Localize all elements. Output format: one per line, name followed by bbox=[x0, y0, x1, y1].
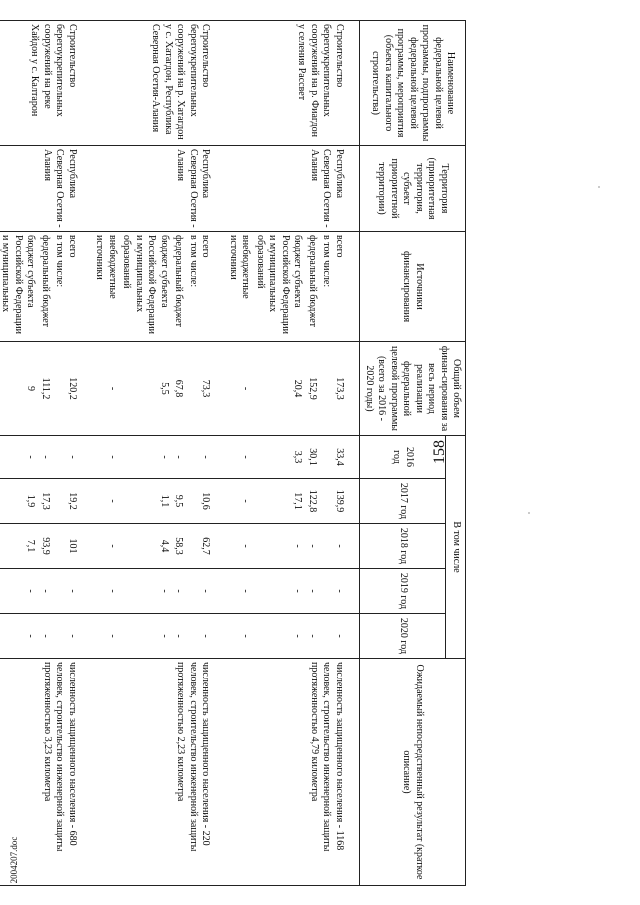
year-value bbox=[38, 524, 53, 569]
scan-speck bbox=[598, 186, 600, 188]
territory bbox=[226, 146, 360, 232]
funding-source bbox=[253, 232, 305, 342]
year-value-text: 58,3 bbox=[173, 537, 185, 555]
funding-source-line: внебюджетные bbox=[107, 235, 118, 299]
expected-result-text: численность защищенного населения - 1168 человек, строительство инженерной защиты протяженностью 4,79 километра bbox=[309, 662, 345, 852]
table-row bbox=[52, 21, 92, 886]
funding-source-line: всего bbox=[200, 235, 212, 258]
funding-source-line: в том числе: bbox=[188, 235, 199, 288]
year-value bbox=[52, 614, 92, 659]
year-value bbox=[92, 569, 119, 614]
total-value bbox=[319, 342, 360, 436]
funding-source bbox=[305, 232, 320, 342]
year-value-text: 1,9 bbox=[25, 494, 37, 508]
year-value-text: 62,7 bbox=[200, 537, 212, 555]
funding-source-line: в том числе: bbox=[321, 235, 333, 288]
funding-source bbox=[171, 232, 186, 342]
year-value-text: - bbox=[292, 544, 304, 548]
year-value bbox=[186, 614, 226, 659]
funding-source-line: федеральный бюджет bbox=[307, 235, 318, 328]
year-value bbox=[92, 614, 119, 659]
year-value-text: 4,4 bbox=[159, 539, 170, 553]
table-row bbox=[319, 21, 360, 886]
total-value-text: 20,4 bbox=[292, 379, 304, 398]
year-value-text: 139,9 bbox=[334, 489, 345, 513]
year-value-text: - bbox=[40, 589, 51, 593]
year-value-text: - bbox=[240, 455, 252, 459]
year-value-text: - bbox=[173, 455, 185, 459]
year-value-text: - bbox=[334, 589, 345, 593]
year-value bbox=[226, 436, 253, 479]
year-value-text: 7,1 bbox=[25, 539, 37, 553]
year-value bbox=[92, 479, 119, 524]
total-value-text: - bbox=[107, 386, 118, 391]
year-value bbox=[171, 524, 186, 569]
funding-source bbox=[319, 232, 360, 342]
year-value bbox=[253, 524, 305, 569]
year-value bbox=[253, 614, 305, 659]
funding-source-line: источники bbox=[94, 235, 106, 280]
year-value bbox=[0, 524, 38, 569]
year-value bbox=[186, 524, 226, 569]
year-value-text: - bbox=[67, 455, 78, 459]
year-value-text: - bbox=[292, 634, 304, 638]
document-filename: 2004207.doc bbox=[9, 836, 19, 884]
total-value bbox=[92, 342, 119, 436]
year-value-text: - bbox=[25, 455, 37, 459]
table-header bbox=[360, 21, 466, 886]
year-value-text: - bbox=[292, 589, 304, 593]
year-value bbox=[38, 436, 53, 479]
year-value bbox=[319, 479, 360, 524]
funding-source-line: всего bbox=[334, 235, 345, 258]
year-value-text: - bbox=[107, 589, 118, 593]
funding-source-line: источники bbox=[228, 235, 239, 280]
expected-result bbox=[0, 659, 92, 886]
program-table bbox=[0, 20, 466, 886]
measure-name bbox=[226, 21, 360, 146]
header-incl: В том числе bbox=[446, 436, 466, 659]
total-value-text: 9 bbox=[25, 386, 37, 391]
total-value bbox=[186, 342, 226, 436]
year-value bbox=[305, 569, 320, 614]
territory bbox=[92, 146, 226, 232]
funding-source-line: образований bbox=[255, 235, 266, 289]
total-value-text: 173,3 bbox=[334, 377, 345, 400]
total-value bbox=[0, 342, 38, 436]
funding-source-line: бюджет субъекта bbox=[292, 235, 304, 308]
funding-source bbox=[52, 232, 92, 342]
year-value-text: 3,3 bbox=[292, 450, 304, 464]
header-territory: Территория (приоритетная территория, субъект приоритетной территории) bbox=[360, 146, 466, 232]
funding-source-line: образований bbox=[121, 235, 133, 289]
funding-source-line: всего bbox=[67, 235, 78, 258]
year-value bbox=[52, 524, 92, 569]
header-year: 2016 год bbox=[360, 436, 446, 479]
year-value bbox=[171, 569, 186, 614]
year-value bbox=[0, 479, 38, 524]
year-value bbox=[119, 569, 171, 614]
year-value bbox=[186, 569, 226, 614]
funding-source bbox=[226, 232, 253, 342]
year-value-text: 19,2 bbox=[67, 492, 78, 510]
year-value bbox=[119, 436, 171, 479]
header-result: Ожидаемый непосредственный результат (краткое описание) bbox=[360, 659, 466, 886]
year-value bbox=[171, 436, 186, 479]
header-sources: Источники финансирования bbox=[360, 232, 466, 342]
funding-source-line: и муниципальных bbox=[267, 235, 279, 313]
total-value-text: 73,3 bbox=[200, 379, 212, 398]
year-value bbox=[319, 569, 360, 614]
funding-source-line: бюджет субъекта bbox=[25, 235, 37, 308]
total-value-text: 5,5 bbox=[159, 382, 170, 395]
year-value-text: 10,6 bbox=[200, 492, 212, 510]
year-value-text: - bbox=[200, 589, 212, 593]
year-value bbox=[52, 436, 92, 479]
funding-source-line: Российской Федерации bbox=[146, 235, 158, 335]
year-value-text: - bbox=[107, 455, 118, 459]
expected-result-text: численность защищенного населения - 680 человек, строительство инженерной защиты протяженностью 3,23 километра bbox=[42, 662, 78, 852]
year-value-text: - bbox=[307, 544, 318, 548]
year-value-text: - bbox=[40, 455, 51, 459]
total-value bbox=[38, 342, 53, 436]
year-value-text: - bbox=[240, 589, 252, 593]
year-value-text: - bbox=[334, 634, 345, 638]
header-year: 2017 год bbox=[360, 479, 446, 524]
year-value bbox=[253, 436, 305, 479]
total-value bbox=[226, 342, 253, 436]
year-value-text: - bbox=[107, 544, 118, 548]
measure-name bbox=[0, 21, 92, 146]
territory-text: Республика Северная Осетия - Алания bbox=[175, 149, 212, 228]
year-value-text: - bbox=[159, 455, 170, 459]
year-value bbox=[0, 614, 38, 659]
year-value-text: - bbox=[67, 589, 78, 593]
total-value-text: 152,9 bbox=[307, 377, 318, 400]
header-total: Общий объем финан-сирования за весь период реализации федеральной целевой программы (всего за 2016 - 2020 годы) bbox=[360, 342, 466, 436]
year-value-text: - bbox=[67, 634, 78, 638]
year-value-text: - bbox=[240, 634, 252, 638]
year-value-text: 17,1 bbox=[292, 492, 304, 510]
measure-name-text: Строительство берегоукрепительных сооружений на р. Фиагдон у селения Рассвет bbox=[296, 24, 345, 137]
year-value bbox=[305, 524, 320, 569]
year-value bbox=[38, 479, 53, 524]
funding-source bbox=[119, 232, 171, 342]
total-value bbox=[52, 342, 92, 436]
year-value bbox=[226, 524, 253, 569]
territory-text: Республика Северная Осетия - Алания bbox=[309, 149, 345, 228]
year-value bbox=[226, 569, 253, 614]
expected-result bbox=[92, 659, 226, 886]
year-value bbox=[92, 436, 119, 479]
year-value bbox=[52, 479, 92, 524]
year-value bbox=[119, 614, 171, 659]
year-value bbox=[305, 436, 320, 479]
year-value bbox=[38, 569, 53, 614]
year-value-text: - bbox=[240, 544, 252, 548]
year-value-text: - bbox=[200, 634, 212, 638]
measure-name-text: Строительство берегоукрепительных сооружений на р. Хатагдон у с. Хатагдон, Республика Северная Осетия-Алания bbox=[150, 24, 212, 140]
funding-source-line: федеральный бюджет bbox=[40, 235, 51, 328]
year-value bbox=[171, 614, 186, 659]
year-value-text: 93,9 bbox=[40, 537, 51, 555]
year-value-text: 17,3 bbox=[40, 492, 51, 510]
year-value bbox=[319, 614, 360, 659]
year-value-text: - bbox=[107, 499, 118, 503]
expected-result-text: численность защищенного населения - 220 человек, строительство инженерной защиты протяженностью 2,23 километра bbox=[175, 662, 212, 852]
measure-name bbox=[92, 21, 226, 146]
table-body bbox=[0, 21, 360, 886]
header-year: 2019 год bbox=[360, 569, 446, 614]
header-year: 2018 год bbox=[360, 524, 446, 569]
year-value-text: - bbox=[307, 634, 318, 638]
year-value-text: - bbox=[25, 634, 37, 638]
year-value bbox=[52, 569, 92, 614]
territory-text: Республика Северная Осетия - Алания bbox=[42, 149, 78, 228]
funding-source bbox=[186, 232, 226, 342]
funding-source bbox=[38, 232, 53, 342]
year-value-text: - bbox=[307, 589, 318, 593]
year-value bbox=[305, 614, 320, 659]
year-value-text: - bbox=[40, 634, 51, 638]
funding-source-line: Российской Федерации bbox=[13, 235, 24, 335]
year-value bbox=[0, 436, 38, 479]
funding-source-line: и муниципальных bbox=[0, 235, 12, 313]
year-value bbox=[305, 479, 320, 524]
year-value bbox=[253, 479, 305, 524]
year-value bbox=[186, 479, 226, 524]
year-value bbox=[226, 479, 253, 524]
header-year: 2020 год bbox=[360, 614, 446, 659]
year-value bbox=[119, 479, 171, 524]
territory bbox=[0, 146, 92, 232]
year-value-text: - bbox=[173, 634, 185, 638]
funding-source-line: Российской Федерации bbox=[280, 235, 291, 335]
total-value-text: 120,2 bbox=[67, 377, 78, 400]
year-value-text: - bbox=[173, 589, 185, 593]
year-value-text: - bbox=[159, 589, 170, 593]
funding-source-line: бюджет субъекта bbox=[159, 235, 170, 308]
year-value-text: - bbox=[240, 499, 252, 503]
expected-result bbox=[226, 659, 360, 886]
funding-source-line: федеральный бюджет bbox=[173, 235, 185, 328]
total-value-text: 67,8 bbox=[173, 379, 185, 398]
year-value bbox=[226, 614, 253, 659]
year-value bbox=[171, 479, 186, 524]
funding-source bbox=[92, 232, 119, 342]
year-value bbox=[38, 614, 53, 659]
page-number: 158 bbox=[431, 440, 448, 464]
year-value-text: 9,5 bbox=[173, 494, 185, 508]
year-value bbox=[319, 436, 360, 479]
year-value-text: - bbox=[334, 544, 345, 548]
header-name: Наименование федеральной целевой программы, подпрограммы федеральной целевой программы, мероприятия (объекта капитального строительства) bbox=[360, 21, 466, 146]
total-value bbox=[171, 342, 186, 436]
total-value bbox=[305, 342, 320, 436]
year-value-text: - bbox=[107, 634, 118, 638]
scan-speck bbox=[528, 512, 530, 514]
year-value-text: 30,1 bbox=[307, 448, 318, 466]
table-row bbox=[186, 21, 226, 886]
year-value bbox=[0, 569, 38, 614]
year-value-text: - bbox=[159, 634, 170, 638]
funding-source bbox=[0, 232, 38, 342]
year-value-text: 33,4 bbox=[334, 448, 345, 466]
year-value-text: 101 bbox=[67, 538, 78, 554]
year-value-text: - bbox=[200, 455, 212, 459]
total-value-text: 111,2 bbox=[40, 377, 51, 400]
funding-source-line: в том числе: bbox=[54, 235, 66, 288]
year-value bbox=[119, 524, 171, 569]
year-value-text: 122,8 bbox=[307, 489, 318, 513]
funding-source-line: и муниципальных bbox=[134, 235, 145, 313]
year-value bbox=[186, 436, 226, 479]
year-value-text: - bbox=[25, 589, 37, 593]
year-value bbox=[92, 524, 119, 569]
year-value-text: 1,1 bbox=[159, 494, 170, 508]
measure-name-text: Строительство берегоукрепительных сооружений на реке Хайдон у с. Калтарон bbox=[29, 24, 78, 117]
total-value-text: - bbox=[240, 386, 252, 391]
year-value bbox=[319, 524, 360, 569]
total-value bbox=[119, 342, 171, 436]
year-value bbox=[253, 569, 305, 614]
total-value bbox=[253, 342, 305, 436]
funding-source-line: внебюджетные bbox=[240, 235, 252, 299]
